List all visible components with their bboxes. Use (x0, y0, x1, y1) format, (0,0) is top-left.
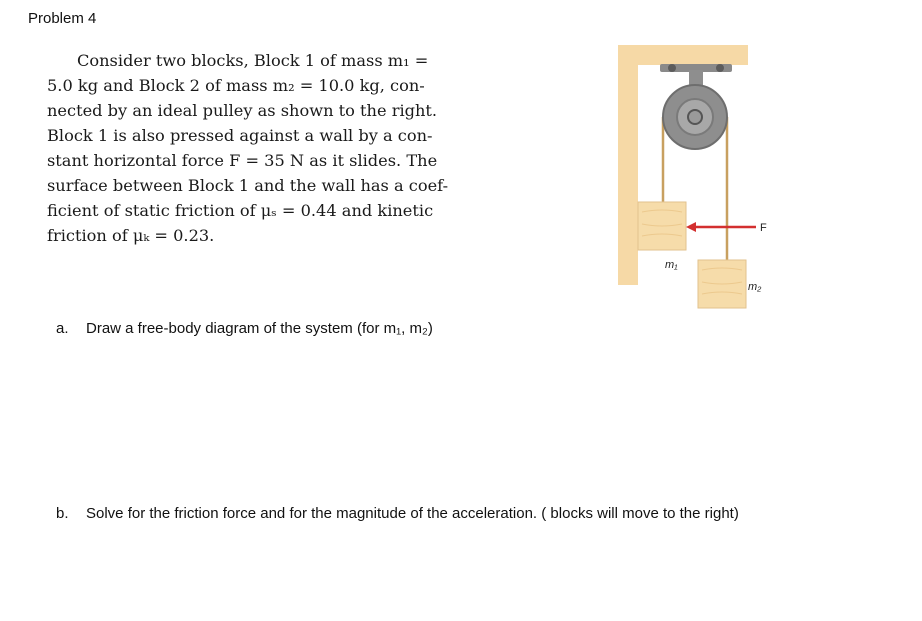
problem-title: Problem 4 (28, 10, 97, 27)
question-b-label: b. (56, 505, 69, 522)
statement-line: nected by an ideal pulley as shown to the right. (47, 101, 438, 120)
pulley-hub (688, 110, 702, 124)
statement-line: Consider two blocks, Block 1 of mass m₁ = (77, 51, 429, 70)
question-a (56, 320, 433, 337)
wall (618, 45, 638, 285)
bolt (668, 64, 676, 72)
statement-line: ficient of static friction of μₛ = 0.44 and kinetic (47, 201, 434, 220)
label-force: F (760, 222, 767, 234)
question-b (56, 505, 739, 522)
label-m1: m₁ (665, 259, 678, 271)
question-a-label: a. (56, 320, 69, 337)
statement-line: friction of μₖ = 0.23. (47, 226, 215, 245)
pulley-diagram (610, 40, 780, 320)
statement-line: 5.0 kg and Block 2 of mass m₂ = 10.0 kg, con- (47, 76, 425, 95)
statement-line: surface between Block 1 and the wall has a coef- (47, 176, 449, 195)
question-a-text: Draw a free-body diagram of the system (for m₁, m₂) (86, 320, 433, 337)
statement-line: stant horizontal force F = 35 N as it slides. The (47, 151, 438, 170)
bolt (716, 64, 724, 72)
label-m2: m₂ (748, 281, 762, 293)
problem-statement (47, 48, 467, 248)
statement-line: Block 1 is also pressed against a wall by a con- (47, 126, 433, 145)
question-b-text: Solve for the friction force and for the magnitude of the acceleration. ( blocks will move to the right) (86, 505, 739, 522)
pulley-figure (610, 40, 780, 320)
force-arrow-head-icon (686, 222, 696, 232)
